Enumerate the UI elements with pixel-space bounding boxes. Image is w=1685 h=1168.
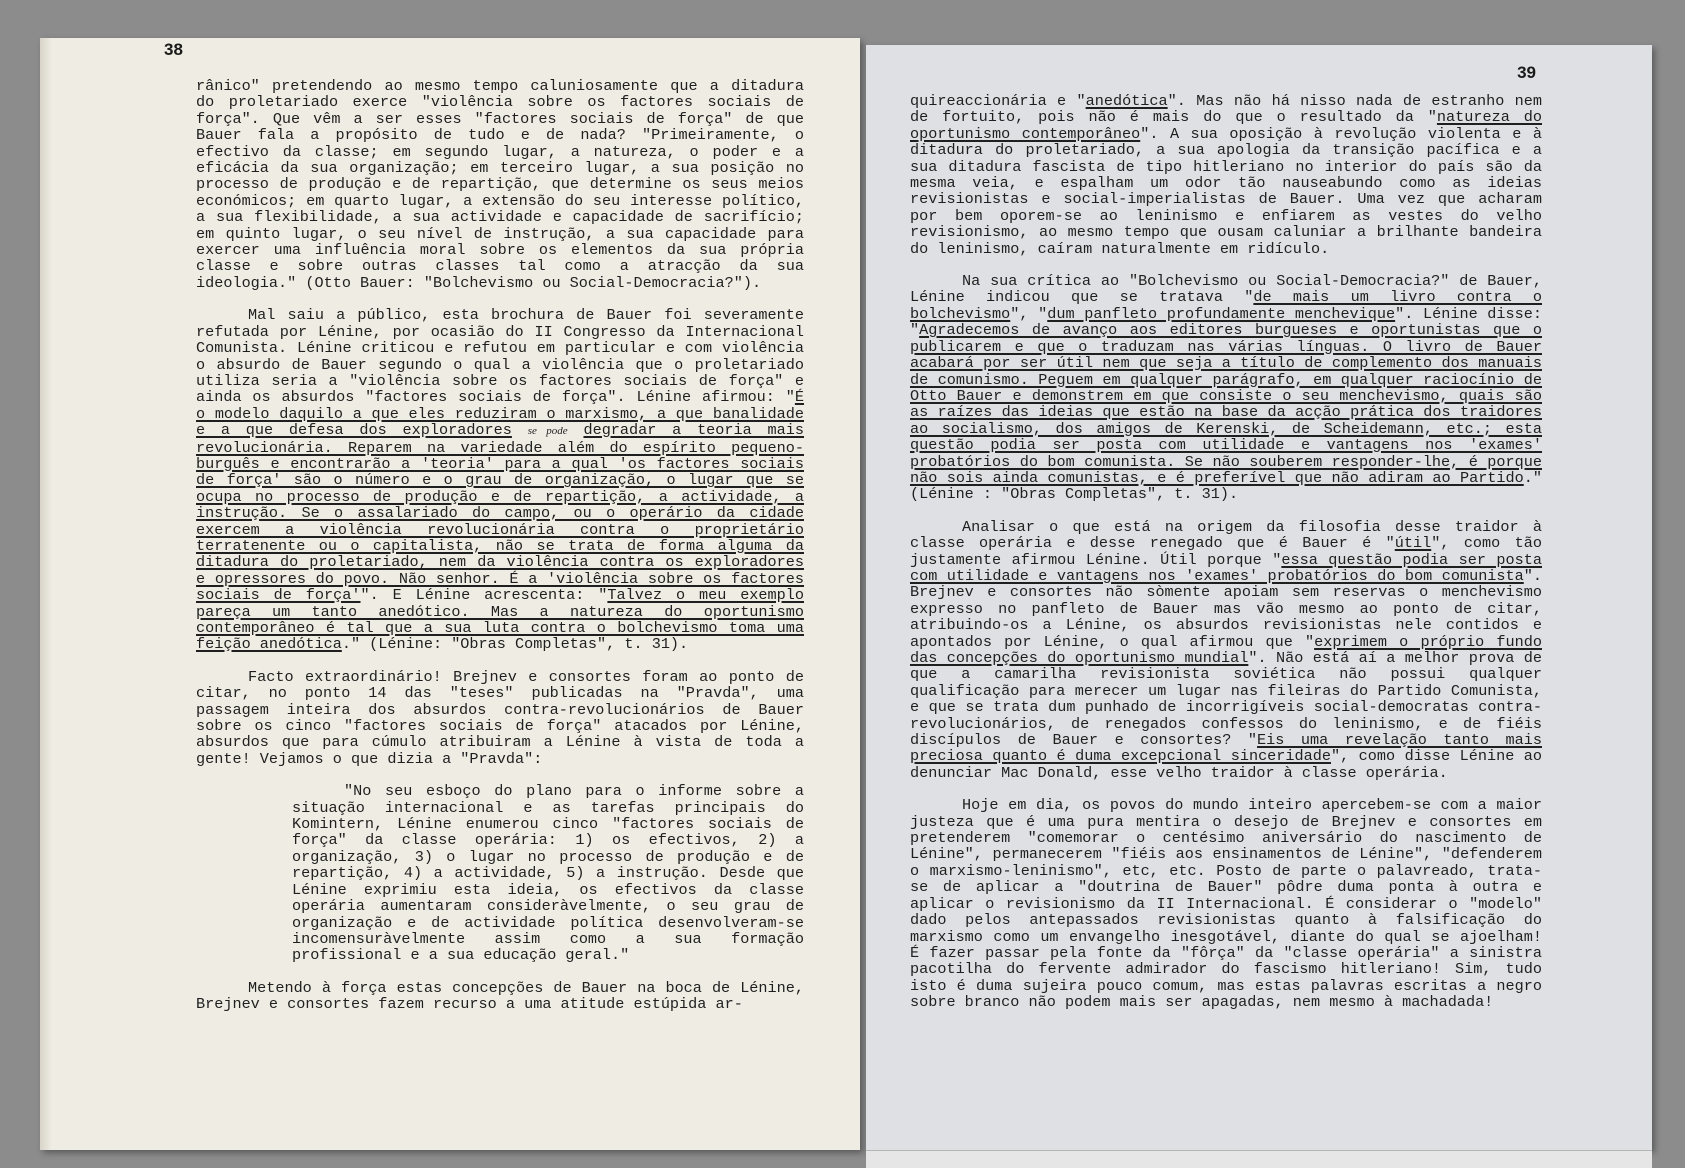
text-run: ". Brejnev e consortes não sòmente apoiam sem reservas o menchevismo expresso no panfleto de Bauer mas vão mesmo ao ponto de citar, atribuindo-os a Lénine, os absurdos revisionistas nele contidos e apontados por Lénine, o qual afirmou que " bbox=[910, 566, 1542, 651]
paragraph-4: Metendo à força estas concepções de Bauer na boca de Lénine, Brejnev e consortes fazem recurso a uma atitude estúpida ar- bbox=[196, 978, 804, 1014]
text-run: Mal saiu a público, esta brochura de Bauer foi severamente refutada por Lénine, por ocasião do II Congresso da Internacional Comunista. Lénine criticou e refutou em particular e com violência o absurdo de Bauer segundo o qual a violência que o proletariado utiliza seria a "violência sobre os factores sociais de força" e ainda os absurdos "factores sociais de força". Lénine afirmou: " bbox=[196, 306, 804, 407]
paragraph-1: rânico" pretendendo ao mesmo tempo caluniosamente que a ditadura do proletariado exerce "violência sobre os factores sociais de força". Que vêm a ser esses "factores sociais de força" de que Bauer fala a propósito de tudo e de nada? "Primeiramente, o efectivo da classe; em segundo lugar, a natureza, o poder e a eficácia da sua organização; em terceiro lugar, a sua posição no processo de produção e de repartição, que determine os seus meios económicos; em quarto lugar, a extensão do seu interesse político, a sua flexibilidade, a sua actividade e capacidade de sacrifício; em quinto lugar, o seu nível de instrução, a sua capacidade para exercer uma influência moral sobre os elementos da sua própria classe e sobre outras classes tal como a atracção da sua ideologia." (Otto Bauer: "Bolchevismo ou Social-Democracia?"). bbox=[196, 77, 804, 292]
text-run: quireaccionária e " bbox=[910, 92, 1086, 110]
right-page bbox=[866, 45, 1652, 1150]
text-run: Na sua crítica ao "Bolchevismo ou Social-Democracia?" de Bauer, Lénine indicou que se tratava " bbox=[910, 272, 1542, 307]
text-run: ", " bbox=[1010, 304, 1048, 323]
underlined-quote: exprimem o próprio fundo das concepções do oportunismo mundial bbox=[910, 632, 1542, 667]
text-run: ", como tão justamente afirmou Lénine. Útil porque " bbox=[910, 534, 1542, 569]
paragraph-2 bbox=[196, 307, 804, 653]
text-run: ." (Lénine : "Obras Completas", t. 31). bbox=[910, 468, 1542, 504]
text-run: ". E Lénine acrescenta: " bbox=[360, 586, 608, 605]
underlined-quote: Talvez o meu exemplo pareça um tanto anedótico. Mas a natureza do oportunismo contemporâneo é tal que a sua luta contra o bolchevismo toma uma feição anedótica bbox=[196, 586, 804, 654]
underlined-quote: dum panfleto profundamente menchevique bbox=[1047, 304, 1396, 323]
underlined-quote: de mais um livro contra o bolchevismo bbox=[910, 288, 1542, 323]
paragraph-3 bbox=[910, 519, 1542, 782]
page-number-left: 38 bbox=[164, 40, 183, 59]
underlined-quote: anedótica bbox=[1085, 92, 1168, 110]
underlined-quote: Eis uma revelação tanto mais preciosa quanto é duma excepcional sinceridade bbox=[910, 731, 1542, 766]
text-run: ". A sua oposição à revolução violenta e à ditadura do proletariado, a sua apologia da transição pacífica e a sua ditadura fascista de tipo hitleriano no interior do país são da mesma veia, e espalham um odor tão nauseabundo como as ideias revisionistas e social-imperialistas de Bauer. Uma vez que acharam por bem oporem-se ao leninismo e enfiarem as vestes do velho revisionismo, ao mesmo tempo que ousam caluniar a brilhante bandeira do leninismo, caíram naturalmente em ridículo. bbox=[910, 124, 1542, 258]
left-page bbox=[40, 38, 860, 1150]
text-run: ". Lénine disse: " bbox=[910, 304, 1542, 340]
underlined-quote: essa questão podia ser posta com utilidade e vantagens nos 'exames' probatórios do bom comunista bbox=[910, 550, 1542, 585]
underlined-quote: Agradecemos de avanço aos editores burgueses e oportunistas que o publicarem e que o traduzam nas várias línguas. O livro de Bauer acabará por ser útil nem que seja a título de complemento dos manuais de comunismo. Peguem em qualquer parágrafo, em qualquer raciocínio de Otto Bauer e demonstrem em que consiste o seu menchevismo, quais são as raízes das ideias que estão na base da acção prática dos traidores ao socialismo, dos amigos de Kerenski, de Scheidemann, etc.; esta questão podia ser posta com utilidade e vantagens nos 'exames' probatórios do bom comunista. Se não souberem responder-lhe, é porque não sois ainda comunistas, e é preferível que não adiram ao Partido bbox=[910, 321, 1542, 487]
handwritten-note: se pode bbox=[527, 425, 568, 438]
text-run: ", como disse Lénine ao denunciar Mac Donald, esse velho traidor à classe operária. bbox=[910, 747, 1542, 782]
text-run: Analisar o que está na origem da filosofia desse traidor à classe operária e desse renegado que é Bauer é " bbox=[910, 517, 1542, 553]
paragraph-3: Facto extraordinário! Brejnev e consortes foram ao ponto de citar, no ponto 14 das "teses" publicadas na "Pravda", uma passagem inteira dos absurdos contra-revolucionários de Bauer sobre os cinco "factores sociais de força" atacados por Lénine, absurdos que para cúmulo atribuiram a Lénine à vista de toda a gente! Vejamos o que dizia a "Pravda": bbox=[196, 667, 804, 768]
underlined-quote: degradar a teoria mais revolucionária. Reparem na variedade além do espírito pequeno-burguês e encontrarão a 'teoria' para a qual 'os factores sociais de força' são o número e o grau de organização, o lugar que se ocupa no processo de produção e de repartição, a actividade, a instrução. Se o assalariado do campo, ou o operário da cidade exercem a violência revolucionária contra o proprietário terratenente ou o capitalista, não se trata de forma alguma da ditadura do proletariado, nem da violência contra os exploradores e opressores do povo. Não senhor. É a 'violência sobre os factores sociais de força' bbox=[196, 421, 804, 605]
text-run: ". Não está aí a melhor prova de que a camarilha revisionista soviética não possui qualquer qualificação para merecer um lugar nas fileiras do Partido Comunista, e que se trata dum punhado de incorrigíveis social-democratas contra-revolucionários, de renegados confessos do leninismo, e de fiéis discípulos de Bauer e consortes? " bbox=[910, 649, 1542, 750]
page-number-right: 39 bbox=[1517, 63, 1536, 82]
underlined-quote: natureza do oportunismo contemporâneo bbox=[910, 108, 1542, 143]
paragraph-1 bbox=[910, 93, 1542, 257]
paragraph-4: Hoje em dia, os povos do mundo inteiro apercebem-se com a maior justeza que é uma pura mentira o desejo de Brejnev e consortes em pretenderem "comemorar o centésimo aniversário do nascimento de Lénine", permanecerem "fiéis aos ensinamentos de Lénine", "defenderem o marxismo-leninismo", etc, etc. Posto de parte o palavreado, trata-se de aplicar a "doutrina de Bauer" pôdre duma ponta à outra e aplicar o revisionismo da II Internacional. É considerar o "modelo" dado pelos antepassados revisionistas quanto à falsificação do marxismo como um envangelho inesgotável, diante do qual se ajoelham! É fazer passar pela fonte da "fôrça" da "classe operária" a sinistra pacotilha do fervente admirador do fascismo hitleriano! Sim, tudo isto é duma sujeira pouco comum, mas estas palavras escritas a negro sobre branco não podem mais ser apagadas, nem mesmo à machadada! bbox=[910, 796, 1542, 1012]
text-run: ". Mas não há nisso nada de estranho nem de fortuito, pois não é mais do que o resultado da " bbox=[910, 92, 1543, 127]
paragraph-2 bbox=[910, 273, 1542, 503]
page-edge-strip bbox=[866, 1150, 1652, 1168]
underlined-quote: É o modelo daquilo a que eles reduziram o marxismo, a que banalidade e a que defesa dos exploradores bbox=[196, 388, 804, 440]
underlined-quote: útil bbox=[1394, 534, 1432, 553]
text-run: ." (Lénine: "Obras Completas", t. 31). bbox=[341, 635, 689, 654]
block-quote: "No seu esboço do plano para o informe sobre a situação internacional e as tarefas principais do Komintern, Lénine enumerou cinco "factores sociais de força" da classe operária: 1) os efectivos, 2) a organização, 3) o lugar no processo de produção e de repartição, 4) a actividade, 5) a instrução. Desde que Lénine exprimiu esta ideia, os efectivos da classe operária aumentaram consideràvelmente, o seu grau de organização e de actividade política desenvolveram-se incomensuràvelmente assim como a sua formação profissional e a sua educação geral." bbox=[292, 782, 804, 965]
